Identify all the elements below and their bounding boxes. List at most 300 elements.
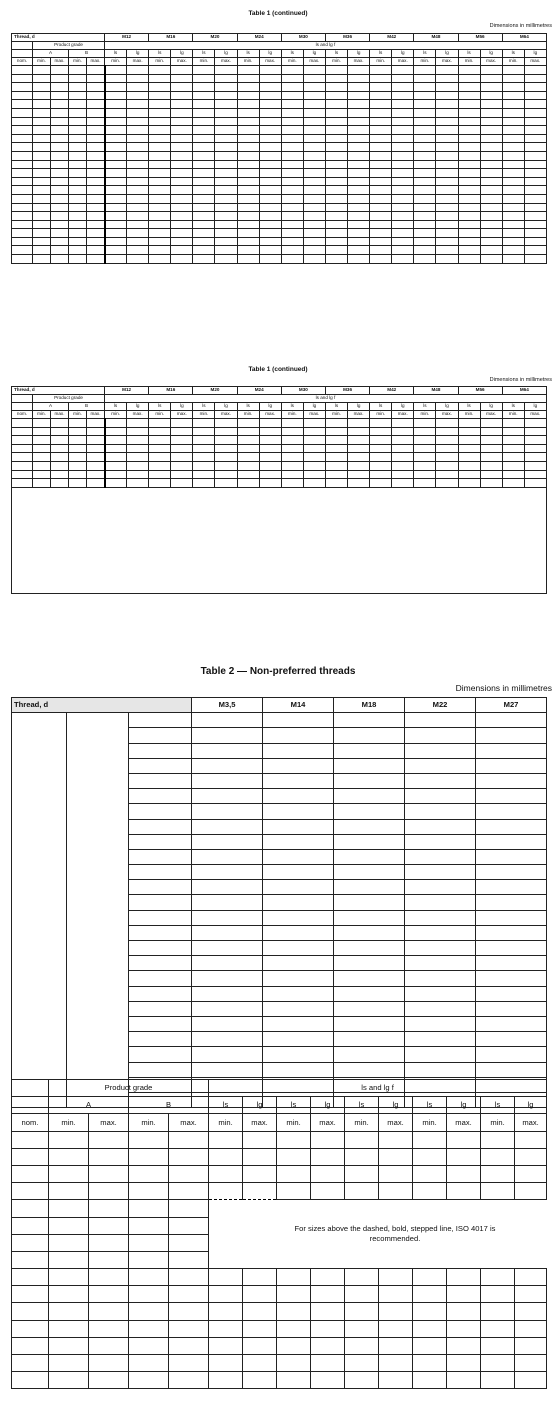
iso-note: For sizes above the dashed, bold, stepped line, ISO 4017 is recommended. bbox=[294, 1224, 496, 1244]
table-cell bbox=[169, 1183, 209, 1200]
table-cell bbox=[524, 143, 546, 152]
table-cell bbox=[370, 160, 392, 169]
table-cell bbox=[392, 169, 414, 178]
table-cell bbox=[69, 83, 87, 92]
table-cell bbox=[345, 1165, 379, 1182]
thread-header: M42 bbox=[370, 34, 414, 42]
table-cell bbox=[69, 470, 87, 479]
table-row bbox=[12, 169, 547, 178]
table-row bbox=[12, 151, 547, 160]
blank bbox=[12, 1097, 49, 1114]
prop-value bbox=[334, 758, 405, 773]
table-cell bbox=[243, 1372, 277, 1389]
prop-value bbox=[192, 758, 263, 773]
table-cell bbox=[51, 143, 69, 152]
table-cell bbox=[515, 1269, 547, 1286]
table-cell bbox=[105, 100, 127, 109]
table-cell bbox=[502, 194, 524, 203]
table-cell bbox=[481, 1148, 515, 1165]
table-cell bbox=[259, 237, 281, 246]
table-cell bbox=[259, 470, 281, 479]
table-cell bbox=[348, 126, 370, 135]
table-cell bbox=[149, 194, 171, 203]
table-cell bbox=[502, 246, 524, 255]
table-cell bbox=[259, 229, 281, 238]
table-row bbox=[12, 436, 547, 445]
table-cell bbox=[524, 461, 546, 470]
table-cell bbox=[69, 151, 87, 160]
table-cell bbox=[149, 151, 171, 160]
table-cell bbox=[524, 126, 546, 135]
table-cell bbox=[480, 194, 502, 203]
table-cell bbox=[171, 186, 193, 195]
table-cell bbox=[436, 160, 458, 169]
max-head: max. bbox=[215, 58, 237, 66]
table-cell bbox=[149, 91, 171, 100]
table-cell bbox=[502, 126, 524, 135]
table-cell bbox=[259, 444, 281, 453]
table-cell bbox=[33, 66, 51, 75]
table-cell bbox=[436, 169, 458, 178]
prop-sub bbox=[129, 1001, 192, 1016]
table-cell bbox=[414, 91, 436, 100]
table-cell bbox=[524, 100, 546, 109]
table-cell bbox=[171, 203, 193, 212]
table-cell bbox=[69, 444, 87, 453]
table-cell bbox=[458, 186, 480, 195]
table-cell bbox=[458, 151, 480, 160]
ls-head: ls bbox=[481, 1097, 515, 1114]
table-cell bbox=[193, 461, 215, 470]
table-cell bbox=[480, 66, 502, 75]
prop-label bbox=[12, 986, 67, 1001]
table-cell bbox=[171, 134, 193, 143]
prop-value bbox=[334, 880, 405, 895]
table-cell bbox=[127, 134, 149, 143]
table-cell bbox=[33, 427, 51, 436]
table-cell bbox=[515, 1303, 547, 1320]
table-cell bbox=[49, 1217, 89, 1234]
thread-header: M48 bbox=[414, 387, 458, 395]
table-cell bbox=[237, 203, 259, 212]
table-cell bbox=[215, 453, 237, 462]
prop-value bbox=[192, 819, 263, 834]
table-cell bbox=[69, 246, 87, 255]
table-cell bbox=[392, 186, 414, 195]
table-cell bbox=[436, 220, 458, 229]
min-head: min. bbox=[325, 411, 347, 419]
thread-header: M64 bbox=[502, 34, 546, 42]
table-cell bbox=[303, 143, 325, 152]
table-cell bbox=[392, 461, 414, 470]
table-cell bbox=[129, 1183, 169, 1200]
thread-label: Thread, d bbox=[12, 34, 105, 42]
table-row bbox=[12, 834, 547, 849]
prop-value bbox=[334, 971, 405, 986]
table-row bbox=[12, 1165, 547, 1182]
table-cell bbox=[524, 160, 546, 169]
table-cell bbox=[193, 66, 215, 75]
table-cell bbox=[129, 1269, 169, 1286]
table-cell bbox=[370, 126, 392, 135]
table-cell bbox=[413, 1355, 447, 1372]
table-cell bbox=[69, 160, 87, 169]
table-cell bbox=[51, 453, 69, 462]
table-cell bbox=[303, 134, 325, 143]
table-cell bbox=[51, 134, 69, 143]
table-cell bbox=[277, 1131, 311, 1148]
table-row bbox=[12, 83, 547, 92]
blank bbox=[12, 50, 33, 58]
table-cell bbox=[436, 479, 458, 488]
table-cell bbox=[458, 255, 480, 264]
table-cell bbox=[413, 1269, 447, 1286]
min-head: min. bbox=[458, 58, 480, 66]
table-cell bbox=[51, 74, 69, 83]
table-cell bbox=[303, 444, 325, 453]
max-head: max. bbox=[303, 411, 325, 419]
ls-head: ls bbox=[414, 50, 436, 58]
prop-value bbox=[476, 941, 547, 956]
table-cell bbox=[259, 203, 281, 212]
table-cell bbox=[51, 177, 69, 186]
table-cell bbox=[447, 1337, 481, 1354]
table-cell bbox=[215, 470, 237, 479]
table-cell bbox=[69, 194, 87, 203]
prop-value bbox=[405, 986, 476, 1001]
prop-grade bbox=[67, 713, 129, 728]
prop-label bbox=[12, 713, 67, 728]
table-cell bbox=[413, 1251, 447, 1268]
table-cell bbox=[303, 255, 325, 264]
table-cell bbox=[49, 1320, 89, 1337]
prop-value bbox=[476, 986, 547, 1001]
table-cell bbox=[436, 177, 458, 186]
table-row bbox=[12, 971, 547, 986]
table-cell bbox=[436, 237, 458, 246]
prop-value bbox=[476, 743, 547, 758]
table-cell bbox=[129, 1286, 169, 1303]
row-nom bbox=[12, 1148, 49, 1165]
table-cell bbox=[127, 444, 149, 453]
table-cell bbox=[169, 1320, 209, 1337]
prop-value bbox=[263, 956, 334, 971]
prop-value bbox=[476, 910, 547, 925]
table-cell bbox=[171, 126, 193, 135]
max-head: max. bbox=[89, 1114, 129, 1131]
table-cell bbox=[502, 160, 524, 169]
table-cell bbox=[370, 453, 392, 462]
lg-head: lg bbox=[303, 403, 325, 411]
table-cell bbox=[447, 1200, 481, 1217]
table-row bbox=[12, 177, 547, 186]
table-cell bbox=[193, 419, 215, 428]
table-cell bbox=[370, 255, 392, 264]
lg-head: lg bbox=[311, 1097, 345, 1114]
table-cell bbox=[51, 212, 69, 221]
table-cell bbox=[51, 91, 69, 100]
table-cell bbox=[414, 203, 436, 212]
prop-sub bbox=[129, 986, 192, 1001]
table-cell bbox=[259, 126, 281, 135]
table-cell bbox=[49, 1286, 89, 1303]
prop-label bbox=[12, 971, 67, 986]
table-cell bbox=[215, 229, 237, 238]
prop-value bbox=[405, 713, 476, 728]
table-cell bbox=[370, 436, 392, 445]
table-cell bbox=[149, 100, 171, 109]
min-head: min. bbox=[370, 411, 392, 419]
min-head: min. bbox=[414, 58, 436, 66]
prop-grade bbox=[67, 925, 129, 940]
table-cell bbox=[89, 1165, 129, 1182]
table-cell bbox=[303, 74, 325, 83]
sub-head: min. bbox=[69, 58, 87, 66]
table-cell bbox=[149, 108, 171, 117]
prop-label bbox=[12, 789, 67, 804]
table-cell bbox=[215, 126, 237, 135]
table-cell bbox=[502, 108, 524, 117]
table-cell bbox=[215, 212, 237, 221]
table-cell bbox=[149, 436, 171, 445]
thread-header: M64 bbox=[502, 387, 546, 395]
lg-head: lg bbox=[215, 403, 237, 411]
table-cell bbox=[69, 220, 87, 229]
prop-value bbox=[192, 789, 263, 804]
table-cell bbox=[129, 1372, 169, 1389]
thread-header: M24 bbox=[237, 387, 281, 395]
table-cell bbox=[414, 444, 436, 453]
table-cell bbox=[303, 186, 325, 195]
prop-grade bbox=[67, 941, 129, 956]
table-cell bbox=[127, 177, 149, 186]
table-cell bbox=[303, 169, 325, 178]
table-cell bbox=[348, 143, 370, 152]
min-head: min. bbox=[237, 58, 259, 66]
table-cell bbox=[237, 453, 259, 462]
table-cell bbox=[105, 169, 127, 178]
table-cell bbox=[259, 427, 281, 436]
prop-value bbox=[476, 713, 547, 728]
prop-grade bbox=[67, 758, 129, 773]
table-cell bbox=[515, 1200, 547, 1217]
thread-header: M36 bbox=[325, 387, 369, 395]
table-cell bbox=[311, 1372, 345, 1389]
row-nom bbox=[12, 160, 33, 169]
prop-value bbox=[334, 1047, 405, 1062]
table-cell bbox=[281, 194, 303, 203]
min-head: min. bbox=[370, 58, 392, 66]
table-cell bbox=[447, 1372, 481, 1389]
table-cell bbox=[33, 255, 51, 264]
min-head: min. bbox=[502, 58, 524, 66]
row-nom bbox=[12, 91, 33, 100]
table-cell bbox=[129, 1165, 169, 1182]
table-cell bbox=[436, 203, 458, 212]
lg-head: lg bbox=[480, 403, 502, 411]
table-cell bbox=[436, 83, 458, 92]
table-cell bbox=[215, 436, 237, 445]
table-cell bbox=[277, 1148, 311, 1165]
prop-value bbox=[405, 1047, 476, 1062]
table-cell bbox=[33, 419, 51, 428]
table-cell bbox=[237, 461, 259, 470]
table-cell bbox=[277, 1183, 311, 1200]
table-cell bbox=[193, 134, 215, 143]
prop-grade bbox=[67, 956, 129, 971]
table-cell bbox=[392, 126, 414, 135]
table-cell bbox=[447, 1183, 481, 1200]
prop-label bbox=[12, 834, 67, 849]
prop-value bbox=[192, 1032, 263, 1047]
table-cell bbox=[149, 117, 171, 126]
table-cell bbox=[215, 220, 237, 229]
table-cell bbox=[348, 427, 370, 436]
table-cell bbox=[129, 1355, 169, 1372]
table-cell bbox=[370, 246, 392, 255]
table-cell bbox=[413, 1165, 447, 1182]
table-cell bbox=[193, 126, 215, 135]
table-cell bbox=[193, 470, 215, 479]
min-head: min. bbox=[49, 1114, 89, 1131]
table-cell bbox=[392, 108, 414, 117]
table-row bbox=[12, 910, 547, 925]
table-cell bbox=[303, 126, 325, 135]
table-cell bbox=[87, 100, 105, 109]
table-cell bbox=[502, 237, 524, 246]
table-cell bbox=[69, 134, 87, 143]
prop-value bbox=[263, 1001, 334, 1016]
table-cell bbox=[87, 212, 105, 221]
prop-value bbox=[263, 1062, 334, 1077]
table-cell bbox=[458, 419, 480, 428]
table-cell bbox=[49, 1183, 89, 1200]
table-cell bbox=[392, 427, 414, 436]
max-head: max. bbox=[524, 411, 546, 419]
table-cell bbox=[149, 126, 171, 135]
table-cell bbox=[458, 169, 480, 178]
table-cell bbox=[243, 1251, 277, 1268]
table-cell bbox=[502, 479, 524, 488]
prop-value bbox=[334, 1062, 405, 1077]
prop-label bbox=[12, 956, 67, 971]
table-cell bbox=[243, 1337, 277, 1354]
row-nom bbox=[12, 212, 33, 221]
table1b-dims: Dimensions in millimetres bbox=[489, 377, 552, 383]
ls-head: ls bbox=[237, 50, 259, 58]
table-cell bbox=[447, 1131, 481, 1148]
prop-value bbox=[334, 773, 405, 788]
table-cell bbox=[436, 91, 458, 100]
table-cell bbox=[89, 1200, 129, 1217]
table-cell bbox=[171, 212, 193, 221]
table-cell bbox=[51, 229, 69, 238]
table-cell bbox=[69, 427, 87, 436]
lg-head: lg bbox=[515, 1097, 547, 1114]
min-head: min. bbox=[277, 1114, 311, 1131]
row-nom bbox=[12, 1251, 49, 1268]
table-cell bbox=[311, 1303, 345, 1320]
row-nom bbox=[12, 427, 33, 436]
table-cell bbox=[127, 194, 149, 203]
table-cell bbox=[105, 194, 127, 203]
prop-sub bbox=[129, 758, 192, 773]
table-cell bbox=[49, 1165, 89, 1182]
table-cell bbox=[481, 1372, 515, 1389]
table-row bbox=[12, 255, 547, 264]
table-cell bbox=[33, 177, 51, 186]
table-cell bbox=[524, 177, 546, 186]
sub-head: min. bbox=[33, 58, 51, 66]
table-cell bbox=[303, 461, 325, 470]
row-nom bbox=[12, 436, 33, 445]
table-cell bbox=[33, 220, 51, 229]
prop-value bbox=[263, 743, 334, 758]
row-nom bbox=[12, 108, 33, 117]
min-head: min. bbox=[458, 411, 480, 419]
table-cell bbox=[281, 169, 303, 178]
table-cell bbox=[215, 444, 237, 453]
table-cell bbox=[480, 246, 502, 255]
table-cell bbox=[414, 160, 436, 169]
table-cell bbox=[502, 66, 524, 75]
table-cell bbox=[237, 160, 259, 169]
prop-value bbox=[263, 941, 334, 956]
table-row bbox=[12, 1251, 547, 1268]
table-cell bbox=[193, 160, 215, 169]
table-cell bbox=[169, 1269, 209, 1286]
table-cell bbox=[237, 186, 259, 195]
table-cell bbox=[215, 186, 237, 195]
prop-value bbox=[192, 773, 263, 788]
table-cell bbox=[215, 100, 237, 109]
table-cell bbox=[243, 1269, 277, 1286]
table-cell bbox=[436, 108, 458, 117]
table-cell bbox=[515, 1320, 547, 1337]
table-row bbox=[12, 160, 547, 169]
table-cell bbox=[515, 1217, 547, 1234]
table-cell bbox=[436, 229, 458, 238]
table-cell bbox=[69, 229, 87, 238]
row-nom bbox=[12, 126, 33, 135]
thread-header: M36 bbox=[325, 34, 369, 42]
prop-sub bbox=[129, 971, 192, 986]
table-cell bbox=[33, 246, 51, 255]
table-cell bbox=[414, 229, 436, 238]
prop-value bbox=[476, 1001, 547, 1016]
prop-value bbox=[192, 941, 263, 956]
table-cell bbox=[149, 134, 171, 143]
row-nom bbox=[12, 169, 33, 178]
table-cell bbox=[370, 91, 392, 100]
table-cell bbox=[277, 1269, 311, 1286]
table-cell bbox=[458, 91, 480, 100]
table-cell bbox=[129, 1337, 169, 1354]
table-cell bbox=[193, 74, 215, 83]
table-cell bbox=[105, 453, 127, 462]
prop-value bbox=[263, 986, 334, 1001]
table-cell bbox=[149, 186, 171, 195]
table-cell bbox=[237, 143, 259, 152]
table-cell bbox=[105, 177, 127, 186]
row-nom bbox=[12, 177, 33, 186]
table-cell bbox=[480, 160, 502, 169]
row-nom bbox=[12, 246, 33, 255]
table-cell bbox=[215, 160, 237, 169]
ls-head: ls bbox=[105, 403, 127, 411]
prop-label bbox=[12, 758, 67, 773]
table-cell bbox=[149, 229, 171, 238]
